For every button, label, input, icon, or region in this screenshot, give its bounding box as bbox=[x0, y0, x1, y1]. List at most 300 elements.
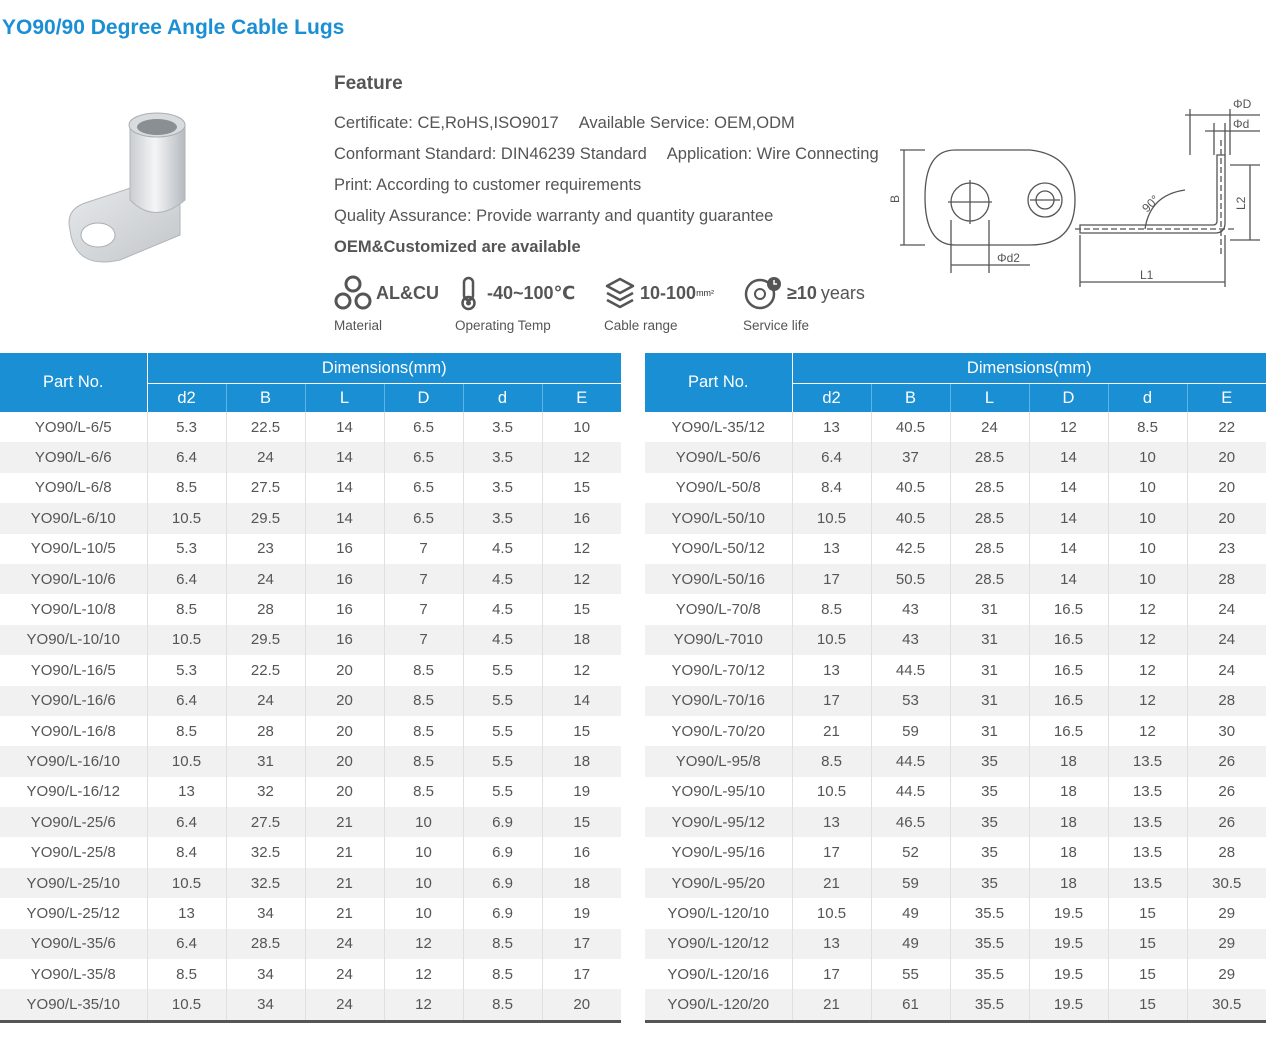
dimension-cell: 29 bbox=[1187, 959, 1266, 989]
part-number-cell: YO90/L-6/10 bbox=[0, 503, 147, 533]
part-number-cell: YO90/L-16/10 bbox=[0, 746, 147, 776]
dimension-cell: 3.5 bbox=[463, 412, 542, 442]
dimension-cell: 40.5 bbox=[871, 503, 950, 533]
dimension-cell: 24 bbox=[305, 929, 384, 959]
dimension-cell: 46.5 bbox=[871, 807, 950, 837]
dimension-cell: 13.5 bbox=[1108, 868, 1187, 898]
dimension-cell: 59 bbox=[871, 868, 950, 898]
dimension-cell: 15 bbox=[1108, 898, 1187, 928]
dimension-cell: 10.5 bbox=[147, 746, 226, 776]
dimension-cell: 6.4 bbox=[147, 807, 226, 837]
dimension-cell: 14 bbox=[305, 412, 384, 442]
column-header-l: L bbox=[305, 384, 384, 413]
dimension-cell: 12 bbox=[1108, 686, 1187, 716]
dimension-cell: 8.5 bbox=[1108, 412, 1187, 442]
dimension-cell: 31 bbox=[950, 625, 1029, 655]
table-row bbox=[645, 594, 1266, 624]
dimension-cell: 20 bbox=[305, 655, 384, 685]
dimension-cell: 13.5 bbox=[1108, 837, 1187, 867]
dimension-cell: 10 bbox=[1108, 564, 1187, 594]
dimension-cell: 28.5 bbox=[950, 442, 1029, 472]
dimension-cell: 14 bbox=[305, 503, 384, 533]
dimension-cell: 8.5 bbox=[384, 686, 463, 716]
dimension-cell: 10.5 bbox=[147, 503, 226, 533]
part-number-cell: YO90/L-10/6 bbox=[0, 564, 147, 594]
dimension-cell: 14 bbox=[305, 442, 384, 472]
feature-line-2 bbox=[334, 145, 879, 164]
dimension-cell: 16 bbox=[305, 564, 384, 594]
table-body bbox=[0, 412, 621, 1021]
dimension-cell: 20 bbox=[1187, 473, 1266, 503]
dimension-cell: 34 bbox=[226, 959, 305, 989]
dimension-cell: 10 bbox=[384, 837, 463, 867]
dimension-cell: 5.3 bbox=[147, 412, 226, 442]
dimension-cell: 8.5 bbox=[792, 594, 871, 624]
dimension-cell: 44.5 bbox=[871, 655, 950, 685]
dimension-cell: 4.5 bbox=[463, 534, 542, 564]
table-row bbox=[0, 959, 621, 989]
temp-value: -40~100℃ bbox=[487, 282, 576, 303]
dimension-cell: 6.9 bbox=[463, 807, 542, 837]
dimension-cell: 21 bbox=[305, 868, 384, 898]
dimension-cell: 18 bbox=[542, 868, 621, 898]
dimension-cell: 21 bbox=[305, 837, 384, 867]
part-number-cell: YO90/L-6/5 bbox=[0, 412, 147, 442]
certificate-text: Certificate: CE,RoHS,ISO9017 bbox=[334, 114, 559, 132]
table-row bbox=[645, 503, 1266, 533]
feature-heading: Feature bbox=[334, 73, 403, 94]
dimension-cell: 17 bbox=[792, 686, 871, 716]
table-row bbox=[0, 686, 621, 716]
dimension-cell: 15 bbox=[542, 473, 621, 503]
part-number-cell: YO90/L-10/10 bbox=[0, 625, 147, 655]
dimension-cell: 35 bbox=[950, 868, 1029, 898]
dimension-cell: 10.5 bbox=[792, 625, 871, 655]
label-small-d: Φd bbox=[1233, 117, 1250, 131]
dimension-cell: 28 bbox=[226, 716, 305, 746]
dimension-cell: 5.5 bbox=[463, 655, 542, 685]
dimension-cell: 6.9 bbox=[463, 898, 542, 928]
dimension-cell: 20 bbox=[305, 746, 384, 776]
dimension-cell: 6.4 bbox=[147, 686, 226, 716]
part-number-cell: YO90/L-10/8 bbox=[0, 594, 147, 624]
dimensions-table-right bbox=[645, 353, 1266, 1023]
dimension-cell: 14 bbox=[305, 473, 384, 503]
spec-life bbox=[743, 270, 865, 333]
dimension-cell: 5.5 bbox=[463, 686, 542, 716]
dimension-cell: 28 bbox=[1187, 837, 1266, 867]
dimension-cell: 12 bbox=[1108, 655, 1187, 685]
column-header-d: D bbox=[384, 384, 463, 413]
dimension-cell: 5.5 bbox=[463, 716, 542, 746]
dimension-cell: 13 bbox=[792, 412, 871, 442]
dimension-cell: 52 bbox=[871, 837, 950, 867]
part-number-cell: YO90/L-95/20 bbox=[645, 868, 792, 898]
dimension-cell: 4.5 bbox=[463, 625, 542, 655]
part-number-cell: YO90/L-25/6 bbox=[0, 807, 147, 837]
table-row bbox=[645, 473, 1266, 503]
dimension-cell: 16.5 bbox=[1029, 716, 1108, 746]
table-row bbox=[0, 594, 621, 624]
dimension-cell: 18 bbox=[542, 625, 621, 655]
part-number-cell: YO90/L-95/10 bbox=[645, 777, 792, 807]
dimension-cell: 8.5 bbox=[463, 959, 542, 989]
part-number-cell: YO90/L-50/8 bbox=[645, 473, 792, 503]
dimension-cell: 13 bbox=[792, 534, 871, 564]
part-number-cell: YO90/L-120/10 bbox=[645, 898, 792, 928]
label-big-d: ΦD bbox=[1233, 97, 1252, 111]
dimension-cell: 6.4 bbox=[147, 442, 226, 472]
part-number-cell: YO90/L-35/6 bbox=[0, 929, 147, 959]
dimension-cell: 6.5 bbox=[384, 503, 463, 533]
dimension-cell: 13 bbox=[792, 807, 871, 837]
dimension-cell: 12 bbox=[1108, 716, 1187, 746]
print-text: Print: According to customer requirements bbox=[334, 176, 642, 194]
dimension-cell: 24 bbox=[226, 564, 305, 594]
table-row bbox=[645, 625, 1266, 655]
dimension-cell: 30.5 bbox=[1187, 989, 1266, 1021]
dimension-cell: 13.5 bbox=[1108, 777, 1187, 807]
dimension-cell: 14 bbox=[1029, 564, 1108, 594]
spec-temp bbox=[455, 270, 575, 333]
dimension-cell: 6.5 bbox=[384, 473, 463, 503]
dimension-cell: 18 bbox=[1029, 868, 1108, 898]
dimension-cell: 16 bbox=[542, 503, 621, 533]
dimension-cell: 43 bbox=[871, 625, 950, 655]
column-header-d2: d2 bbox=[147, 384, 226, 413]
dimension-cell: 3.5 bbox=[463, 503, 542, 533]
dimension-cell: 5.3 bbox=[147, 534, 226, 564]
dimensions-table-left bbox=[0, 353, 621, 1023]
life-unit: years bbox=[820, 282, 865, 303]
dimension-cell: 6.9 bbox=[463, 868, 542, 898]
dimension-cell: 4.5 bbox=[463, 564, 542, 594]
column-header-d2: d2 bbox=[792, 384, 871, 413]
table-row bbox=[0, 807, 621, 837]
page-title: YO90/90 Degree Angle Cable Lugs bbox=[2, 16, 345, 39]
table-row bbox=[0, 564, 621, 594]
table-row bbox=[645, 807, 1266, 837]
table-row bbox=[0, 534, 621, 564]
label-d2: Φd2 bbox=[997, 251, 1020, 265]
dimension-cell: 12 bbox=[384, 989, 463, 1021]
material-icon bbox=[334, 275, 372, 311]
part-number-cell: YO90/L-70/12 bbox=[645, 655, 792, 685]
dimension-cell: 49 bbox=[871, 898, 950, 928]
dimension-cell: 29 bbox=[1187, 898, 1266, 928]
table-row bbox=[645, 868, 1266, 898]
dimension-cell: 16.5 bbox=[1029, 625, 1108, 655]
dimension-cell: 59 bbox=[871, 716, 950, 746]
spec-material bbox=[334, 270, 439, 333]
table-row bbox=[645, 746, 1266, 776]
dimension-cell: 16.5 bbox=[1029, 594, 1108, 624]
dimension-cell: 26 bbox=[1187, 777, 1266, 807]
dimension-cell: 35.5 bbox=[950, 959, 1029, 989]
dimension-cell: 10 bbox=[384, 807, 463, 837]
dimension-cell: 5.5 bbox=[463, 746, 542, 776]
dimension-cell: 37 bbox=[871, 442, 950, 472]
dimension-cell: 40.5 bbox=[871, 412, 950, 442]
dimension-cell: 53 bbox=[871, 686, 950, 716]
dimension-cell: 6.5 bbox=[384, 442, 463, 472]
table-row bbox=[645, 655, 1266, 685]
part-number-cell: YO90/L-50/12 bbox=[645, 534, 792, 564]
dimension-cell: 5.5 bbox=[463, 777, 542, 807]
part-number-cell: YO90/L-120/16 bbox=[645, 959, 792, 989]
dimension-cell: 43 bbox=[871, 594, 950, 624]
temp-caption: Operating Temp bbox=[455, 318, 551, 333]
material-value: AL&CU bbox=[376, 282, 439, 303]
dimension-cell: 20 bbox=[305, 686, 384, 716]
quality-text: Quality Assurance: Provide warranty and quantity guarantee bbox=[334, 207, 774, 225]
dimension-cell: 8.5 bbox=[384, 777, 463, 807]
dimension-cell: 10 bbox=[1108, 503, 1187, 533]
dimension-cell: 49 bbox=[871, 929, 950, 959]
part-number-cell: YO90/L-50/6 bbox=[645, 442, 792, 472]
table-row bbox=[0, 503, 621, 533]
dimension-cell: 21 bbox=[305, 898, 384, 928]
dimension-cell: 10 bbox=[384, 898, 463, 928]
dimension-cell: 20 bbox=[1187, 442, 1266, 472]
dimension-cell: 31 bbox=[950, 716, 1029, 746]
dimension-cell: 24 bbox=[226, 686, 305, 716]
part-number-cell: YO90/L-25/8 bbox=[0, 837, 147, 867]
dimension-cell: 15 bbox=[1108, 929, 1187, 959]
dimension-cell: 20 bbox=[542, 989, 621, 1021]
part-number-cell: YO90/L-70/8 bbox=[645, 594, 792, 624]
dimension-cell: 14 bbox=[542, 686, 621, 716]
table-row bbox=[0, 442, 621, 472]
table-row bbox=[0, 777, 621, 807]
dimension-cell: 10.5 bbox=[147, 989, 226, 1021]
dimension-cell: 19.5 bbox=[1029, 898, 1108, 928]
table-row bbox=[645, 898, 1266, 928]
label-angle: 90° bbox=[1139, 192, 1162, 216]
dimension-cell: 35.5 bbox=[950, 898, 1029, 928]
dimension-cell: 40.5 bbox=[871, 473, 950, 503]
dimension-cell: 24 bbox=[305, 989, 384, 1021]
service-text: Available Service: OEM,ODM bbox=[578, 114, 795, 132]
dimension-cell: 14 bbox=[1029, 473, 1108, 503]
part-number-cell: YO90/L-25/10 bbox=[0, 868, 147, 898]
dimension-cell: 13 bbox=[792, 655, 871, 685]
dimension-cell: 15 bbox=[1108, 989, 1187, 1021]
table-row bbox=[0, 625, 621, 655]
dimension-cell: 12 bbox=[542, 655, 621, 685]
dimension-cell: 12 bbox=[1029, 412, 1108, 442]
part-number-cell: YO90/L-35/12 bbox=[645, 412, 792, 442]
dimension-cell: 7 bbox=[384, 625, 463, 655]
dimension-cell: 12 bbox=[542, 564, 621, 594]
dimension-cell: 22.5 bbox=[226, 412, 305, 442]
dimension-cell: 10.5 bbox=[147, 868, 226, 898]
dimension-cell: 12 bbox=[384, 959, 463, 989]
dimension-cell: 4.5 bbox=[463, 594, 542, 624]
dimension-cell: 31 bbox=[950, 686, 1029, 716]
table-body bbox=[645, 412, 1266, 1021]
dimension-cell: 13 bbox=[147, 898, 226, 928]
table-row bbox=[645, 989, 1266, 1021]
dimension-cell: 28.5 bbox=[950, 473, 1029, 503]
dimension-cell: 16 bbox=[305, 625, 384, 655]
dimension-cell: 55 bbox=[871, 959, 950, 989]
dimension-cell: 17 bbox=[542, 959, 621, 989]
dimension-cell: 8.5 bbox=[384, 746, 463, 776]
dimension-cell: 19 bbox=[542, 777, 621, 807]
dimension-cell: 44.5 bbox=[871, 746, 950, 776]
technical-drawing bbox=[885, 95, 1265, 295]
life-caption: Service life bbox=[743, 318, 810, 333]
table-row bbox=[645, 564, 1266, 594]
dimension-cell: 24 bbox=[950, 412, 1029, 442]
dimension-cell: 21 bbox=[792, 868, 871, 898]
dimension-cell: 16 bbox=[542, 837, 621, 867]
part-number-cell: YO90/L-6/6 bbox=[0, 442, 147, 472]
dimension-cell: 8.5 bbox=[147, 716, 226, 746]
dimension-cell: 10.5 bbox=[792, 898, 871, 928]
dimension-cell: 24 bbox=[1187, 594, 1266, 624]
dimension-cell: 8.5 bbox=[384, 716, 463, 746]
dimension-cell: 29 bbox=[1187, 929, 1266, 959]
part-number-cell: YO90/L-50/16 bbox=[645, 564, 792, 594]
dimension-cell: 8.5 bbox=[463, 989, 542, 1021]
part-number-cell: YO90/L-95/8 bbox=[645, 746, 792, 776]
dimension-cell: 10 bbox=[384, 868, 463, 898]
dimension-cell: 14 bbox=[1029, 503, 1108, 533]
dimension-cell: 6.4 bbox=[147, 929, 226, 959]
cable-value: 10-100 bbox=[640, 282, 697, 303]
dimension-cell: 14 bbox=[1029, 442, 1108, 472]
table-row bbox=[0, 898, 621, 928]
part-no-header: Part No. bbox=[645, 353, 792, 412]
part-number-cell: YO90/L-120/20 bbox=[645, 989, 792, 1021]
table-row bbox=[0, 868, 621, 898]
cable-lug-image bbox=[60, 85, 210, 275]
thermometer-icon bbox=[455, 275, 483, 311]
dimension-cell: 12 bbox=[1108, 625, 1187, 655]
dimension-cell: 28.5 bbox=[226, 929, 305, 959]
dimension-cell: 18 bbox=[542, 746, 621, 776]
dimension-cell: 12 bbox=[1108, 594, 1187, 624]
dimension-cell: 18 bbox=[1029, 777, 1108, 807]
table-row bbox=[645, 442, 1266, 472]
dimension-cell: 28 bbox=[226, 594, 305, 624]
table-row bbox=[645, 534, 1266, 564]
dimension-cell: 44.5 bbox=[871, 777, 950, 807]
material-caption: Material bbox=[334, 318, 383, 333]
dimension-cell: 12 bbox=[542, 442, 621, 472]
column-header-e: E bbox=[1187, 384, 1266, 413]
standard-text: Conformant Standard: DIN46239 Standard bbox=[334, 145, 647, 163]
dimension-cell: 8.5 bbox=[147, 594, 226, 624]
part-number-cell: YO90/L-16/12 bbox=[0, 777, 147, 807]
dimension-cell: 14 bbox=[1029, 534, 1108, 564]
column-header-e: E bbox=[542, 384, 621, 413]
part-number-cell: YO90/L-120/12 bbox=[645, 929, 792, 959]
dimension-cell: 35.5 bbox=[950, 989, 1029, 1021]
spec-cable bbox=[604, 270, 714, 333]
dimension-cell: 10 bbox=[1108, 473, 1187, 503]
dimension-cell: 29.5 bbox=[226, 503, 305, 533]
dimension-cell: 18 bbox=[1029, 807, 1108, 837]
oem-text: OEM&Customized are available bbox=[334, 238, 581, 256]
dimension-cell: 10 bbox=[1108, 442, 1187, 472]
dimension-cell: 10 bbox=[542, 412, 621, 442]
dimensions-header: Dimensions(mm) bbox=[792, 353, 1266, 384]
dimension-cell: 29.5 bbox=[226, 625, 305, 655]
dimension-cell: 7 bbox=[384, 564, 463, 594]
part-number-cell: YO90/L-16/8 bbox=[0, 716, 147, 746]
dimension-cell: 20 bbox=[305, 777, 384, 807]
dimension-cell: 8.5 bbox=[384, 655, 463, 685]
dimension-cell: 24 bbox=[305, 959, 384, 989]
table-row bbox=[0, 473, 621, 503]
dimension-cell: 21 bbox=[305, 807, 384, 837]
dimension-cell: 8.5 bbox=[463, 929, 542, 959]
dimension-cell: 8.5 bbox=[147, 473, 226, 503]
part-number-cell: YO90/L-95/12 bbox=[645, 807, 792, 837]
dimension-cell: 17 bbox=[792, 837, 871, 867]
dimension-cell: 13.5 bbox=[1108, 746, 1187, 776]
dimension-cell: 61 bbox=[871, 989, 950, 1021]
table-row bbox=[0, 412, 621, 442]
dimension-cell: 26 bbox=[1187, 746, 1266, 776]
table-row bbox=[645, 412, 1266, 442]
column-header-d: d bbox=[1108, 384, 1187, 413]
dimension-cell: 8.4 bbox=[792, 473, 871, 503]
cable-unit: mm² bbox=[696, 288, 715, 298]
label-l2: L2 bbox=[1234, 196, 1248, 210]
dimension-cell: 31 bbox=[950, 594, 1029, 624]
part-number-cell: YO90/L-7010 bbox=[645, 625, 792, 655]
dimension-cell: 28.5 bbox=[950, 534, 1029, 564]
table-row bbox=[645, 777, 1266, 807]
table-row bbox=[0, 655, 621, 685]
dimension-cell: 28.5 bbox=[950, 503, 1029, 533]
dimension-cell: 16 bbox=[305, 594, 384, 624]
feature-line-1 bbox=[334, 114, 795, 133]
dimension-cell: 15 bbox=[1108, 959, 1187, 989]
dimension-cell: 13 bbox=[147, 777, 226, 807]
dimension-cell: 7 bbox=[384, 534, 463, 564]
dimension-cell: 15 bbox=[542, 716, 621, 746]
column-header-b: B bbox=[871, 384, 950, 413]
dimension-cell: 6.4 bbox=[147, 564, 226, 594]
life-value: ≥10 bbox=[787, 282, 817, 303]
part-number-cell: YO90/L-70/16 bbox=[645, 686, 792, 716]
dimension-cell: 8.4 bbox=[147, 837, 226, 867]
table-row bbox=[0, 746, 621, 776]
dimension-cell: 24 bbox=[1187, 655, 1266, 685]
label-b: B bbox=[888, 194, 902, 203]
dimension-cell: 27.5 bbox=[226, 807, 305, 837]
dimension-cell: 35 bbox=[950, 746, 1029, 776]
dimension-cell: 18 bbox=[1029, 746, 1108, 776]
dimension-cell: 16 bbox=[305, 534, 384, 564]
label-l1: L1 bbox=[1140, 268, 1154, 282]
column-header-d: D bbox=[1029, 384, 1108, 413]
dimension-cell: 10.5 bbox=[792, 503, 871, 533]
dimension-cell: 35 bbox=[950, 837, 1029, 867]
table-row bbox=[0, 929, 621, 959]
table-row bbox=[645, 716, 1266, 746]
dimension-cell: 24 bbox=[1187, 625, 1266, 655]
dimensions-header: Dimensions(mm) bbox=[147, 353, 621, 384]
dimension-cell: 8.5 bbox=[792, 746, 871, 776]
part-number-cell: YO90/L-16/5 bbox=[0, 655, 147, 685]
dimension-cell: 20 bbox=[305, 716, 384, 746]
